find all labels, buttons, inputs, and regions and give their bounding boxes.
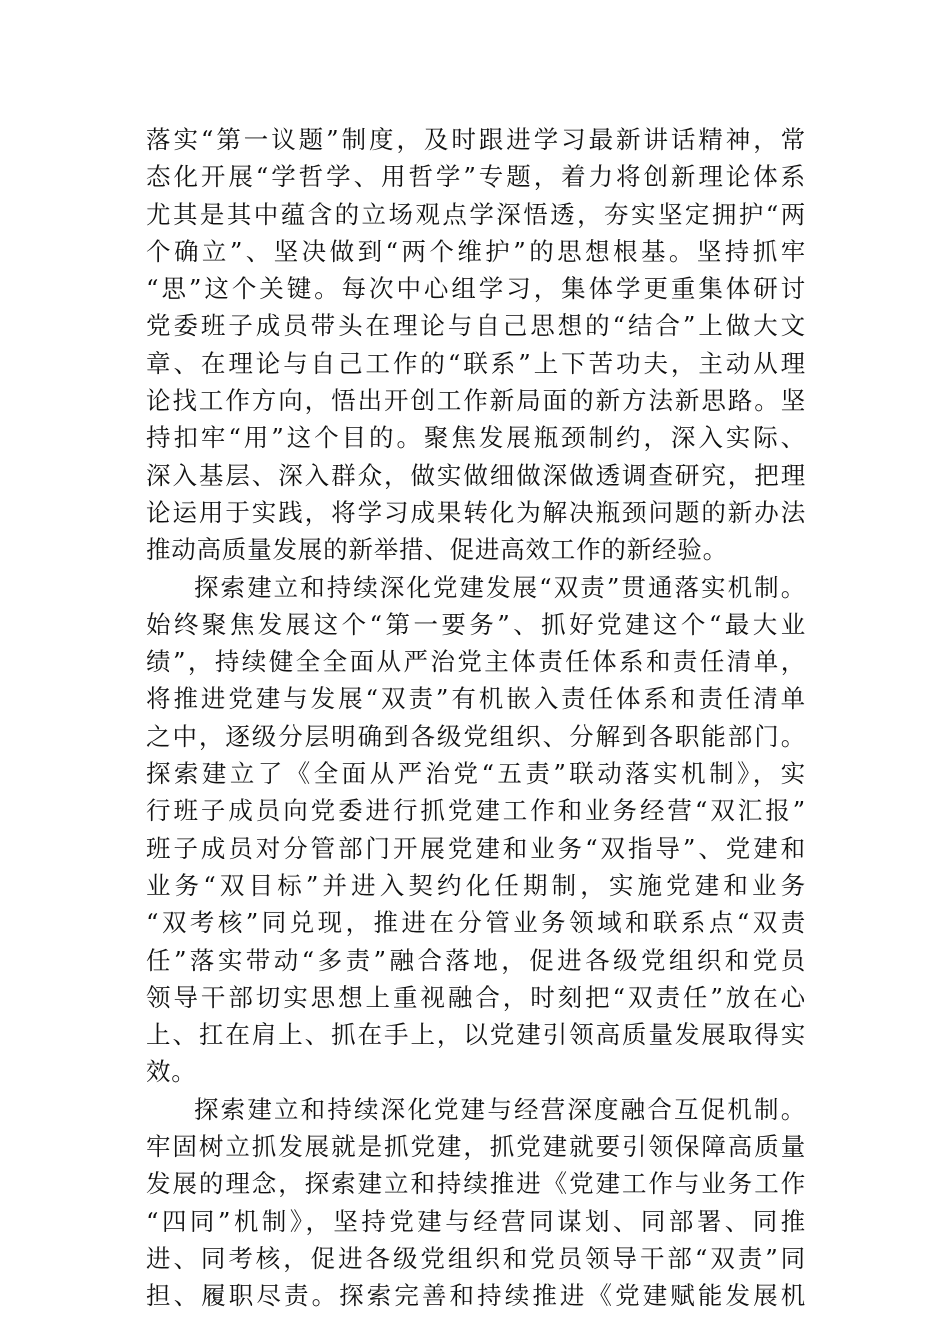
paragraph-2-line: 将推进党建与发展“双责”有机嵌入责任体系和责任清单 [146,684,806,714]
paragraph-1-line: 个确立”、坚决做到“两个维护”的思想根基。坚持抓牢 [146,236,806,266]
paragraph-1-line: 论找工作方向，悟出开创工作新局面的新方法新思路。坚 [146,386,806,416]
paragraph-1-line: 章、在理论与自己工作的“联系”上下苦功夫，主动从理 [146,348,806,378]
paragraph-3-heading-line: 探索建立和持续深化党建与经营深度融合互促机制。 [194,1094,806,1124]
paragraph-1-line: “思”这个关键。每次中心组学习，集体学更重集体研讨 [146,274,806,304]
paragraph-3-line: 担、履职尽责。探索完善和持续推进《党建赋能发展机 [146,1281,806,1311]
paragraph-1-line: 党委班子成员带头在理论与自己思想的“结合”上做大文 [146,311,806,341]
paragraph-1-line: 深入基层、深入群众，做实做细做深做透调查研究，把理 [146,460,806,490]
paragraph-2-heading-line: 探索建立和持续深化党建发展“双责”贯通落实机制。 [194,572,806,602]
paragraph-2-line: 之中，逐级分层明确到各级党组织、分解到各职能部门。 [146,721,806,751]
paragraph-3-line: 牢固树立抓发展就是抓党建，抓党建就要引领保障高质量 [146,1132,806,1162]
paragraph-2-line: 探索建立了《全面从严治党“五责”联动落实机制》，实 [146,759,806,789]
document-body [146,121,806,1315]
paragraph-1-line: 尤其是其中蕴含的立场观点学深悟透，夯实坚定拥护“两 [146,199,806,229]
paragraph-2-line: 班子成员对分管部门开展党建和业务“双指导”、党建和 [146,833,806,863]
paragraph-1-line: 论运用于实践，将学习成果转化为解决瓶颈问题的新办法 [146,497,806,527]
paragraph-2-line: “双考核”同兑现，推进在分管业务领域和联系点“双责 [146,908,806,938]
paragraph-1-line: 落实“第一议题”制度，及时跟进学习最新讲话精神，常 [146,125,806,154]
paragraph-2-line: 行班子成员向党委进行抓党建工作和业务经营“双汇报” [146,796,806,826]
paragraph-1-line: 持扣牢“用”这个目的。聚焦发展瓶颈制约，深入实际、 [146,423,806,453]
paragraph-3-line: 发展的理念，探索建立和持续推进《党建工作与业务工作 [146,1169,806,1199]
paragraph-1-line: 态化开展“学哲学、用哲学”专题，着力将创新理论体系 [146,162,806,192]
paragraph-2-line: 领导干部切实思想上重视融合，时刻把“双责任”放在心 [146,982,806,1012]
paragraph-2-line: 始终聚焦发展这个“第一要务”、抓好党建这个“最大业 [146,609,806,639]
paragraph-2-line: 效。 [146,1057,197,1087]
paragraph-3-line: 进、同考核，促进各级党组织和党员领导干部“双责”同 [146,1243,806,1273]
paragraph-2-line: 任”落实带动“多责”融合落地，促进各级党组织和党员 [146,945,806,975]
paragraph-2-line: 绩”，持续健全全面从严治党主体责任体系和责任清单， [146,647,806,677]
paragraph-1-line: 推动高质量发展的新举措、促进高效工作的新经验。 [146,535,728,565]
paragraph-3-line: “四同”机制》，坚持党建与经营同谋划、同部署、同推 [146,1206,806,1236]
paragraph-2-line: 上、扛在肩上、抓在手上，以党建引领高质量发展取得实 [146,1020,806,1050]
paragraph-2-line: 业务“双目标”并进入契约化任期制，实施党建和业务 [146,870,806,900]
